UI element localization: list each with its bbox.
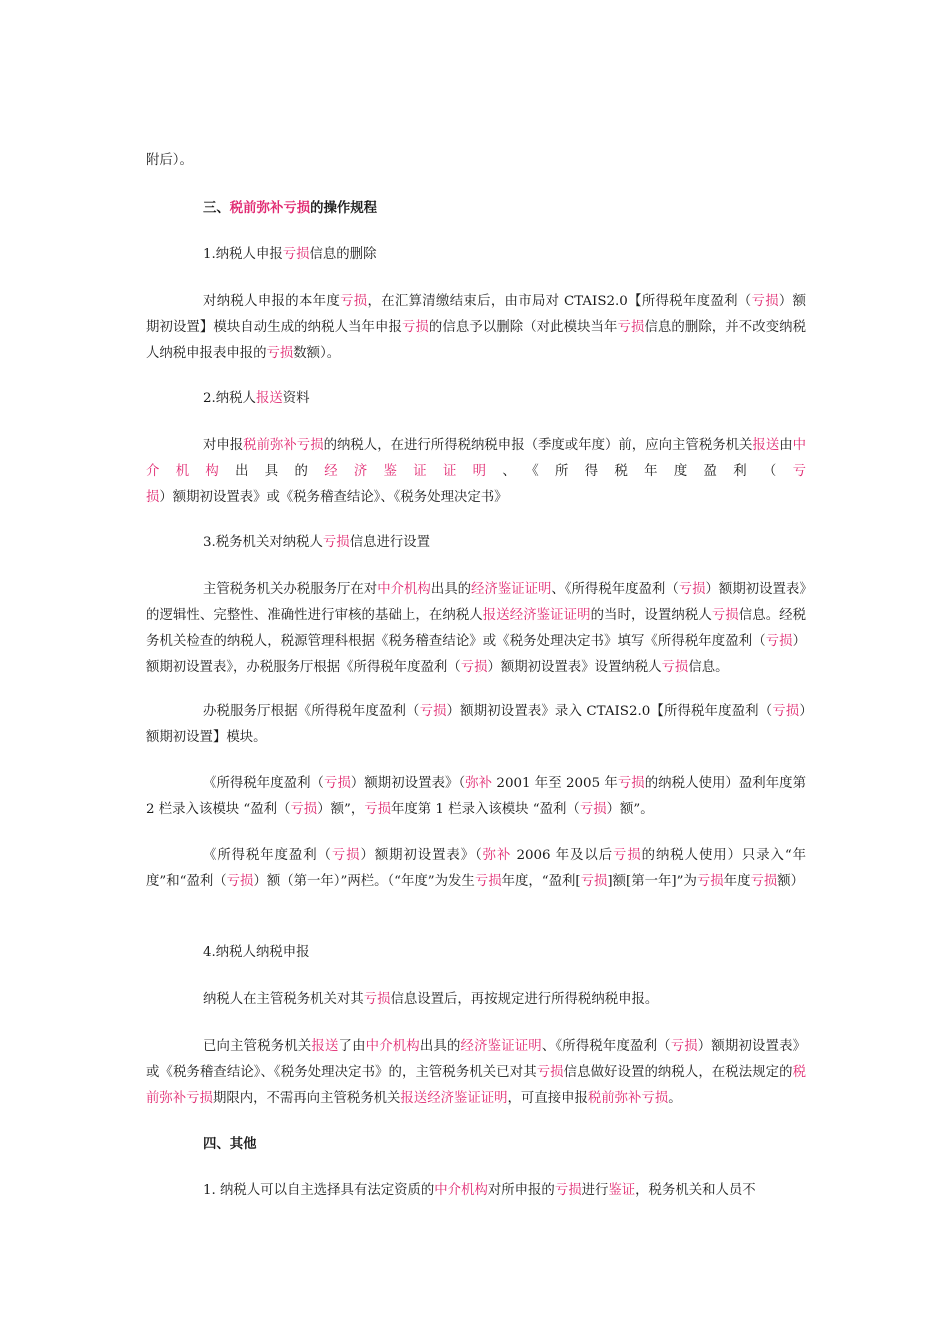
highlighted-term: 亏损 [580, 874, 608, 889]
text-run: 四、其他 [203, 1136, 257, 1152]
paragraph-continuation [146, 148, 806, 174]
text-run: 信息做好设置的纳税人，在税法规定的 [563, 1065, 793, 1080]
highlighted-term: 报送 [311, 1039, 339, 1054]
text-run: ）额期初设置】模块。 [146, 704, 807, 745]
highlighted-term: 亏损 [474, 874, 502, 889]
text-run: ）额”。 [606, 802, 654, 817]
text-run: 信息的删除 [309, 247, 377, 262]
text-run: 额） [777, 874, 805, 889]
text-run: ）额（第一年）”两栏。（“年度”为发生 [253, 874, 475, 889]
highlighted-term: 税前弥补亏损 [229, 200, 311, 216]
text-run: 2006 年及以后 [511, 848, 614, 863]
paragraph-already-submitted [146, 1034, 806, 1112]
highlighted-term: 亏损 [290, 802, 318, 817]
text-run: 的操作规程 [310, 200, 378, 216]
highlighted-term: 经济鉴证证明 [509, 608, 591, 623]
highlighted-term: 亏损 [678, 582, 706, 597]
highlighted-term: 亏损 [617, 320, 645, 335]
text-run: 2.纳税人 [203, 391, 256, 406]
paragraph-ctais-entry [146, 699, 806, 751]
highlighted-term: 弥补 [482, 848, 512, 863]
text-run: ）额”， [317, 802, 365, 817]
text-run: 、《所得税年度盈利（ [541, 1039, 671, 1054]
text-run: 年度，“盈利[ [501, 874, 581, 889]
text-run: ，可直接申报 [507, 1091, 588, 1106]
text-run: 2001 年至 2005 年 [492, 776, 618, 791]
text-run: 的信息予以删除（对此模块当年 [428, 320, 618, 335]
text-run: ）额期初设置表》的逻辑性、完整性、准确性进行审核的基础上，在纳税人 [146, 582, 807, 623]
text-run: 办税服务厅根据《所得税年度盈利（ [203, 704, 420, 719]
text-run: ）额期初设置表》录入 CTAIS2.0【所得税年度盈利（ [446, 704, 773, 719]
text-run: 附后）。 [146, 153, 193, 168]
highlighted-term: 亏损 [696, 874, 724, 889]
highlighted-term: 亏损 [751, 294, 779, 309]
text-run: 的当时，设置纳税人 [590, 608, 712, 623]
highlighted-term: 亏损 [266, 346, 294, 361]
highlighted-term: 亏损 [661, 660, 689, 675]
text-run: ）额期初设置表》或《税务稽查结论》、《税务处理决定书》的，主管税务机关已对其 [146, 1039, 807, 1080]
text-run: 了由 [338, 1039, 366, 1054]
highlighted-term: 经济鉴证证明 [460, 1039, 542, 1054]
highlighted-term: 税前弥补亏损 [146, 1065, 807, 1106]
highlighted-term: 报送 [255, 391, 283, 406]
highlighted-term: 弥补 [465, 776, 493, 791]
text-run: 的纳税人使用）只录入“年度”和“盈利（ [146, 848, 807, 889]
text-run: 资料 [282, 391, 310, 406]
highlighted-term: 经济鉴证证明 [427, 1091, 508, 1106]
text-run: 出具的 [419, 1039, 461, 1054]
text-run: 出具的 [235, 464, 325, 479]
highlighted-term: 亏损 [282, 247, 310, 262]
highlighted-term: 报送 [752, 438, 780, 453]
text-run: 已向主管税务机关 [203, 1039, 312, 1054]
paragraph-delete-loss-info [146, 289, 806, 367]
text-run: 对纳税人申报的本年度 [203, 294, 341, 309]
highlighted-term: 报送 [400, 1091, 428, 1106]
highlighted-term: 亏损 [617, 776, 645, 791]
highlighted-term: 报送 [482, 608, 510, 623]
highlighted-term: 中介机构 [365, 1039, 420, 1054]
text-run: 信息。 [688, 660, 729, 675]
paragraph-2001-2005 [146, 771, 806, 823]
highlighted-term: 中介机构 [434, 1183, 488, 1198]
highlighted-term: 中介机构 [146, 438, 807, 479]
text-run: 出具的 [430, 582, 472, 597]
highlighted-term: 亏损 [322, 535, 350, 550]
highlighted-term: 亏损 [460, 660, 488, 675]
text-run: 、《所得税年度盈利（ [502, 464, 793, 479]
highlighted-term: 亏损 [363, 992, 391, 1007]
highlighted-term: 亏损 [226, 874, 254, 889]
paragraph-file-return [146, 987, 806, 1013]
text-run: 由 [779, 438, 793, 453]
text-run: ）额期初设置】模块自动生成的纳税人当年申报 [146, 294, 807, 335]
subheading-1 [146, 242, 806, 268]
text-run: 主管税务机关办税服务厅在对 [203, 582, 378, 597]
text-run: 对申报 [203, 438, 244, 453]
text-run: 数额）。 [293, 346, 341, 361]
highlighted-term: 亏损 [711, 608, 739, 623]
highlighted-term: 税前弥补亏损 [587, 1091, 669, 1106]
text-run: 信息进行设置 [349, 535, 431, 550]
paragraph-tax-office-setting [146, 577, 806, 681]
text-run: ，税务机关和人员不 [635, 1183, 756, 1198]
section-heading-3 [146, 195, 806, 221]
highlighted-term: 税前弥补亏损 [243, 438, 324, 453]
highlighted-term: 亏损 [340, 294, 368, 309]
highlighted-term: 经济鉴证证明 [471, 582, 552, 597]
text-run: 的纳税人使用）盈利年度第 2 栏录入该模块 “盈利（ [146, 776, 807, 817]
highlighted-term: 亏损 [750, 874, 778, 889]
paragraph-submit-materials [146, 433, 806, 511]
highlighted-term: 中介机构 [377, 582, 431, 597]
text-run: 对所申报的 [487, 1183, 555, 1198]
highlighted-term: 亏损 [401, 320, 429, 335]
text-run: 。 [668, 1091, 682, 1106]
text-run: 进行 [581, 1183, 609, 1198]
text-run: ）额期初设置表》（ [360, 848, 483, 863]
section-heading-4 [146, 1131, 806, 1157]
highlighted-term: 亏损 [536, 1065, 564, 1080]
text-run: 三、 [203, 200, 230, 216]
highlighted-term: 亏损 [364, 802, 391, 817]
text-run: 期限内，不需再向主管税务机关 [212, 1091, 401, 1106]
text-run: ）额期初设置表》，办税服务厅根据《所得税年度盈利（ [146, 634, 807, 675]
text-run: 1. 纳税人可以自主选择具有法定资质的 [203, 1183, 435, 1198]
text-run: ）额期初设置表》或《税务稽查结论》、《税务处理决定书》 [159, 490, 508, 505]
text-run: 信息的删除，并不改变纳税人纳税申报表申报的 [146, 320, 807, 361]
text-run: 《所得税年度盈利（ [203, 776, 325, 791]
highlighted-term: 经济鉴证证明 [324, 464, 503, 479]
text-run: 信息。经税务机关检查的纳税人，税源管理科根据《税务稽查结论》或《税务处理决定书》填写《所得税年度盈利（ [146, 608, 807, 649]
paragraph-other-1 [146, 1178, 806, 1204]
text-run: ]额[第一年]”为 [607, 874, 697, 889]
subheading-2 [146, 386, 806, 412]
highlighted-term: 亏损 [324, 776, 351, 791]
text-run: 《所得税年度盈利（ [203, 848, 332, 863]
subheading-4 [146, 940, 806, 966]
text-run: 的纳税人，在进行所得税纳税申报（季度或年度）前，应向主管税务机关 [323, 438, 753, 453]
highlighted-term: 亏损 [419, 704, 447, 719]
text-run: 3.税务机关对纳税人 [203, 535, 323, 550]
paragraph-2006-later [146, 843, 806, 895]
text-run: 1.纳税人申报 [203, 247, 283, 262]
highlighted-term: 亏损 [331, 848, 361, 863]
highlighted-term: 亏损 [613, 848, 642, 863]
text-run: 纳税人在主管税务机关对其 [203, 992, 364, 1007]
highlighted-term: 亏损 [670, 1039, 698, 1054]
highlighted-term: 鉴证 [608, 1183, 636, 1198]
text-run: ）额期初设置表》（ [350, 776, 466, 791]
subheading-3 [146, 530, 806, 556]
text-run: 信息设置后，再按规定进行所得税纳税申报。 [390, 992, 659, 1007]
text-run: 、《所得税年度盈利（ [551, 582, 679, 597]
highlighted-term: 亏损 [579, 802, 607, 817]
highlighted-term: 亏损 [765, 634, 793, 649]
text-run: ）额期初设置表》设置纳税人 [487, 660, 662, 675]
text-run: 年度第 1 栏录入该模块 “盈利（ [391, 802, 580, 817]
highlighted-term: 亏损 [772, 704, 800, 719]
text-run: 4.纳税人纳税申报 [203, 945, 310, 960]
text-run: ，在汇算清缴结束后，由市局对 CTAIS2.0【所得税年度盈利（ [367, 294, 752, 309]
highlighted-term: 亏损 [554, 1183, 582, 1198]
highlighted-term: 亏损 [146, 464, 807, 505]
text-run: 年度 [723, 874, 751, 889]
